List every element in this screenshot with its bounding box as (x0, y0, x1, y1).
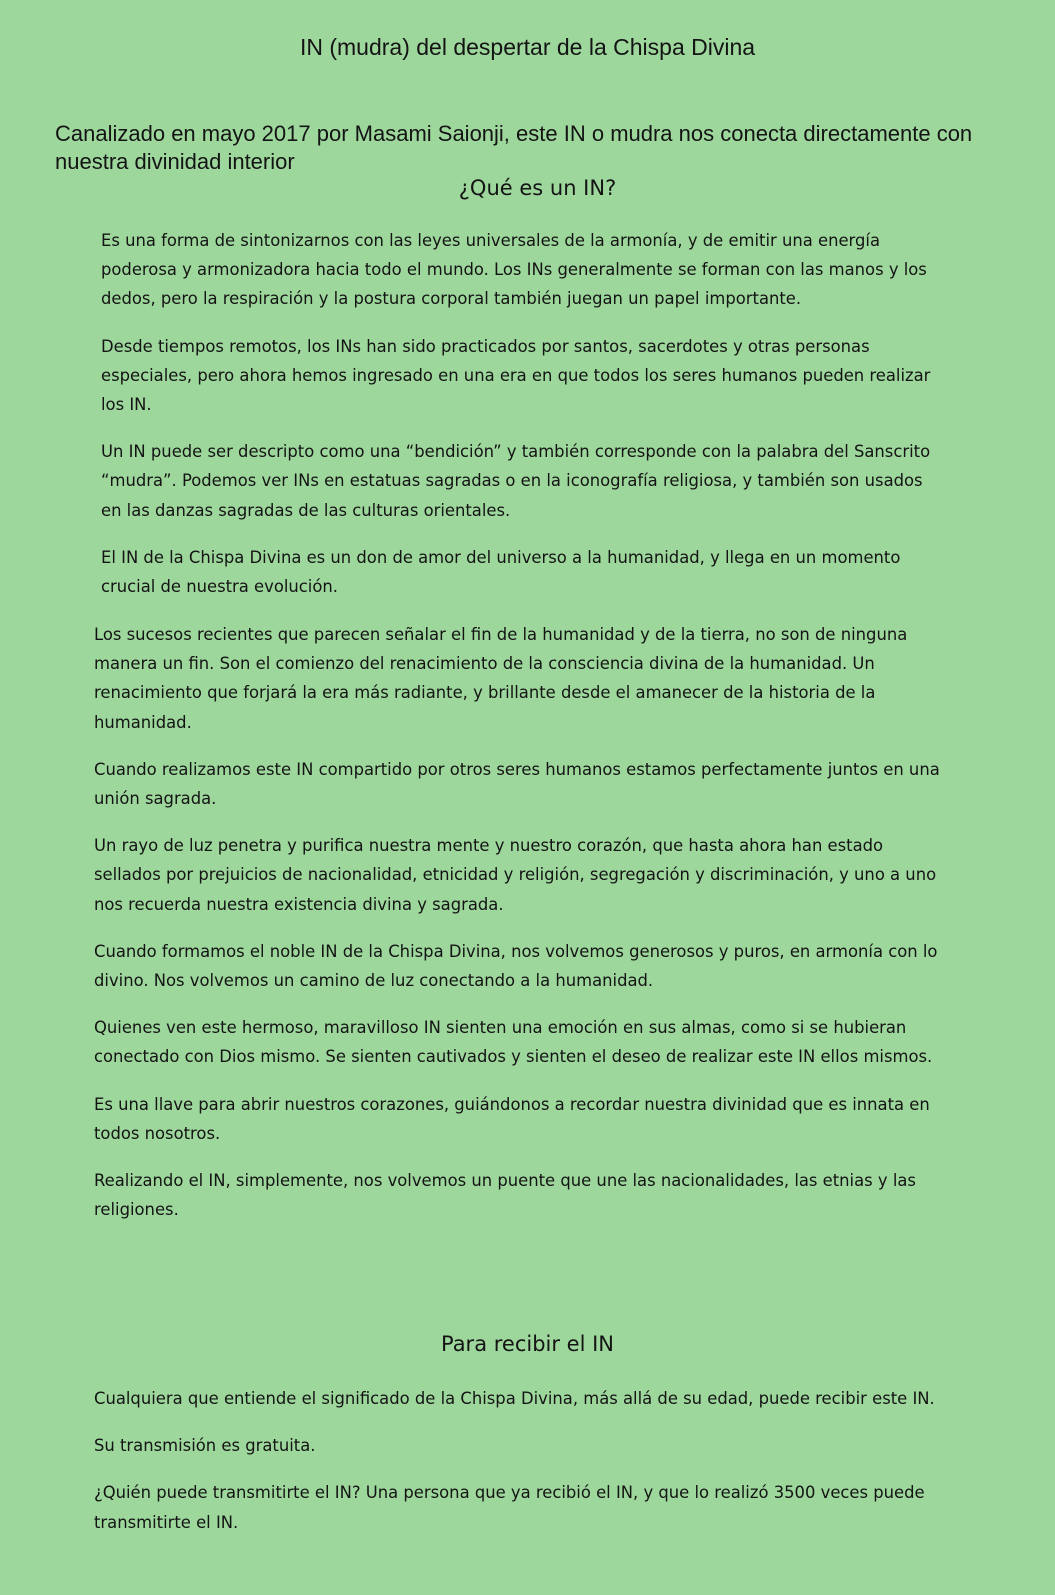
intro-text: Canalizado en mayo 2017 por Masami Saionji, este IN o mudra nos conecta directamente con nuestra divinidad interior (55, 121, 973, 174)
paragraph: Un rayo de luz penetra y purifica nuestra mente y nuestro corazón, que hasta ahora han estado sellados por prejuicios de nacionalidad, etnicidad y religión, segregación y discriminación, y uno a uno nos recuerda nuestra existencia divina y sagrada. (94, 836, 937, 914)
paragraph: Realizando el IN, simplemente, nos volvemos un puente que une las nacionalidades, las etnias y las religiones. (94, 1171, 916, 1220)
paragraph: Quienes ven este hermoso, maravilloso IN sienten una emoción en sus almas, como si se hubieran conectado con Dios mismo. Se sienten cautivados y sienten el deseo de realizar este IN ellos mismos. (94, 1018, 933, 1067)
paragraph: Cuando realizamos este IN compartido por otros seres humanos estamos perfectamente juntos en una unión sagrada. (94, 759, 940, 809)
paragraph: Es una forma de sintonizarnos con las leyes universales de la armonía, y de emitir una energía poderosa y armonizadora hacia todo el mundo. Los INs generalmente se forman con las manos y los dedos, pero la respiración y la postura corporal también juegan un papel importante. (101, 231, 927, 309)
section-renacimiento (94, 620, 944, 1242)
section-heading-para-recibir: Para recibir el IN (440, 1332, 615, 1356)
section-que-es-un-in (101, 226, 931, 619)
paragraph: El IN de la Chispa Divina es un don de amor del universo a la humanidad, y llega en un momento crucial de nuestra evolución. (101, 547, 901, 597)
section-heading-que-es-un-in: ¿Qué es un IN? (458, 176, 617, 200)
paragraph: Un IN puede ser descripto como una “bendición” y también corresponde con la palabra del Sanscrito “mudra”. Podemos ver INs en estatuas sagradas o en la iconografía religiosa, y también son usados en las danzas sagradas de las culturas orientales. (101, 442, 931, 520)
paragraph: Desde tiempos remotos, los INs han sido practicados por santos, sacerdotes y otras personas especiales, pero ahora hemos ingresado en una era en que todos los seres humanos pueden realizar los IN. (101, 336, 931, 415)
paragraph: Cualquiera que entiende el significado de la Chispa Divina, más allá de su edad, puede recibir este IN. (94, 1389, 935, 1408)
document-title: IN (mudra) del despertar de la Chispa Divina (299, 34, 756, 60)
paragraph: Su transmisión es gratuita. (94, 1436, 316, 1456)
section-para-recibir (94, 1384, 944, 1555)
paragraph: Los sucesos recientes que parecen señalar el fin de la humanidad y de la tierra, no son de ninguna manera un fin. Son el comienzo del renacimiento de la consciencia divina de la humanidad. Un renacimiento que forjará la era más radiante, y brillante desde el amanecer de la historia de la humanidad. (94, 625, 908, 732)
paragraph: ¿Quién puede transmitirte el IN? Una persona que ya recibió el IN, y que lo realizó 3500 veces puede transmitirte el IN. (94, 1483, 925, 1532)
paragraph: Es una llave para abrir nuestros corazones, guiándonos a recordar nuestra divinidad que es innata en todos nosotros. (94, 1094, 930, 1143)
paragraph: Cuando formamos el noble IN de la Chispa Divina, nos volvemos generosos y puros, en armonía con lo divino. Nos volvemos un camino de luz conectando a la humanidad. (94, 941, 938, 991)
